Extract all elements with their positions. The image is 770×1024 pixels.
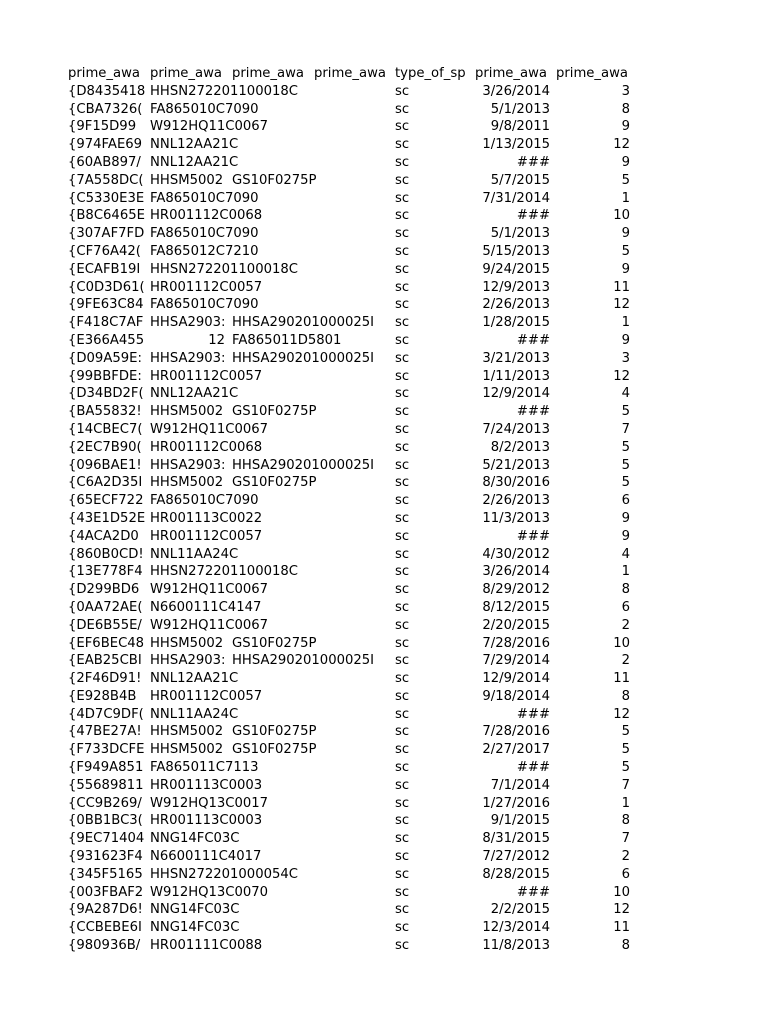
table-cell[interactable]: 1 bbox=[621, 315, 630, 331]
table-cell[interactable]: HHSM5002 bbox=[150, 475, 224, 491]
table-cell[interactable]: 1/11/2013 bbox=[482, 368, 550, 384]
table-cell[interactable]: HR001112C0068 bbox=[150, 439, 263, 455]
table-cell[interactable]: 5 bbox=[621, 742, 630, 758]
table-cell[interactable]: HHSM5002 bbox=[150, 635, 224, 651]
table-cell[interactable]: sc bbox=[395, 190, 410, 206]
table-cell[interactable]: {13E778F4 bbox=[68, 564, 143, 580]
table-cell[interactable]: {9EC71404 bbox=[68, 831, 145, 847]
table-cell[interactable]: {9FE63C84 bbox=[68, 297, 144, 313]
table-cell[interactable]: 11/8/2013 bbox=[482, 938, 550, 954]
table-cell[interactable]: sc bbox=[395, 688, 410, 704]
table-cell[interactable]: 8/30/2016 bbox=[482, 475, 550, 491]
table-cell[interactable]: NNG14FC03C bbox=[150, 902, 240, 918]
table-cell[interactable]: {47BE27A! bbox=[68, 724, 142, 740]
table-cell[interactable]: HHSN272201100018C bbox=[150, 83, 298, 99]
table-cell[interactable]: 11 bbox=[613, 279, 630, 295]
table-cell[interactable]: {C0D3D61( bbox=[68, 279, 145, 295]
table-cell[interactable]: N6600111C4017 bbox=[150, 849, 262, 865]
table-cell[interactable]: sc bbox=[395, 421, 410, 437]
header-cell[interactable]: prime_awa bbox=[556, 66, 628, 81]
table-cell[interactable]: {CBA7326( bbox=[68, 101, 143, 117]
table-cell[interactable]: {99BBFDE: bbox=[68, 368, 142, 384]
table-cell[interactable]: sc bbox=[395, 475, 410, 491]
table-cell[interactable]: {096BAE1! bbox=[68, 457, 142, 473]
table-cell[interactable]: HHSM5002 bbox=[150, 742, 224, 758]
table-cell[interactable]: 8/2/2013 bbox=[490, 439, 550, 455]
table-cell[interactable]: 5 bbox=[621, 439, 630, 455]
header-cell[interactable]: prime_awa bbox=[475, 66, 547, 81]
table-cell[interactable]: 8 bbox=[621, 582, 630, 598]
table-cell[interactable]: {65ECF722 bbox=[68, 493, 144, 509]
table-cell[interactable]: sc bbox=[395, 617, 410, 633]
table-cell[interactable]: 3/26/2014 bbox=[482, 83, 550, 99]
table-cell[interactable]: NNL12AA21C bbox=[150, 137, 239, 153]
table-cell[interactable]: HHSN272201100018C bbox=[150, 564, 298, 580]
table-cell[interactable]: GS10F0275P bbox=[232, 172, 317, 188]
table-cell[interactable]: 5/7/2015 bbox=[490, 172, 550, 188]
table-cell[interactable]: 10 bbox=[613, 208, 630, 224]
table-cell[interactable]: 8/28/2015 bbox=[482, 866, 550, 882]
table-cell[interactable]: NNL11AA24C bbox=[150, 706, 239, 722]
table-cell[interactable]: {9A287D6! bbox=[68, 902, 143, 918]
table-cell[interactable]: 12 bbox=[613, 297, 630, 313]
table-cell[interactable]: 5 bbox=[621, 760, 630, 776]
table-cell[interactable]: HHSA2903: bbox=[150, 315, 226, 331]
table-cell[interactable]: N6600111C4147 bbox=[150, 599, 262, 615]
table-cell[interactable]: 4 bbox=[621, 386, 630, 402]
table-cell[interactable]: 10 bbox=[613, 884, 630, 900]
table-cell[interactable]: 5 bbox=[621, 457, 630, 473]
table-cell[interactable]: ### bbox=[516, 208, 550, 224]
table-cell[interactable]: 9 bbox=[621, 261, 630, 277]
table-cell[interactable]: 8/12/2015 bbox=[482, 599, 550, 615]
table-cell[interactable]: 1 bbox=[621, 795, 630, 811]
table-cell[interactable]: sc bbox=[395, 760, 410, 776]
table-cell[interactable]: {D09A59E: bbox=[68, 350, 142, 366]
table-cell[interactable]: 3/26/2014 bbox=[482, 564, 550, 580]
table-cell[interactable]: sc bbox=[395, 920, 410, 936]
table-cell[interactable]: GS10F0275P bbox=[232, 724, 317, 740]
table-cell[interactable]: {974FAE69 bbox=[68, 137, 143, 153]
table-cell[interactable]: W912HQ13C0070 bbox=[150, 884, 269, 900]
table-cell[interactable]: 11 bbox=[613, 920, 630, 936]
table-cell[interactable]: sc bbox=[395, 368, 410, 384]
table-cell[interactable]: 9 bbox=[621, 154, 630, 170]
table-cell[interactable]: {9F15D99 bbox=[68, 119, 137, 135]
table-cell[interactable]: 1/27/2016 bbox=[482, 795, 550, 811]
table-cell[interactable]: FA865010C7090 bbox=[150, 226, 259, 242]
table-cell[interactable]: ### bbox=[516, 332, 550, 348]
table-cell[interactable]: sc bbox=[395, 332, 410, 348]
table-cell[interactable]: sc bbox=[395, 724, 410, 740]
table-cell[interactable]: W912HQ11C0067 bbox=[150, 582, 269, 598]
table-cell[interactable]: {4ACA2D0 bbox=[68, 528, 139, 544]
table-cell[interactable]: 9 bbox=[621, 332, 630, 348]
table-cell[interactable]: FA865010C7090 bbox=[150, 101, 259, 117]
table-cell[interactable]: sc bbox=[395, 457, 410, 473]
table-cell[interactable]: 2 bbox=[621, 617, 630, 633]
table-cell[interactable]: {980936B/ bbox=[68, 938, 141, 954]
table-cell[interactable]: {55689811 bbox=[68, 777, 144, 793]
table-cell[interactable]: 2 bbox=[621, 849, 630, 865]
table-cell[interactable]: 1/28/2015 bbox=[482, 315, 550, 331]
table-cell[interactable]: {14CBEC7( bbox=[68, 421, 143, 437]
table-cell[interactable]: sc bbox=[395, 510, 410, 526]
table-cell[interactable]: sc bbox=[395, 404, 410, 420]
table-cell[interactable]: {345F5165 bbox=[68, 866, 143, 882]
table-cell[interactable]: {003FBAF2 bbox=[68, 884, 144, 900]
table-cell[interactable]: 12 bbox=[613, 706, 630, 722]
table-cell[interactable]: 6 bbox=[621, 599, 630, 615]
table-cell[interactable]: ### bbox=[516, 884, 550, 900]
table-cell[interactable]: {307AF7FD bbox=[68, 226, 145, 242]
table-cell[interactable]: 2/27/2017 bbox=[482, 742, 550, 758]
table-cell[interactable]: 2/26/2013 bbox=[482, 297, 550, 313]
table-cell[interactable]: {C6A2D35I bbox=[68, 475, 143, 491]
table-cell[interactable]: sc bbox=[395, 350, 410, 366]
table-cell[interactable]: {F733DCFE bbox=[68, 742, 145, 758]
table-cell[interactable]: sc bbox=[395, 653, 410, 669]
table-cell[interactable]: 5/1/2013 bbox=[490, 226, 550, 242]
table-cell[interactable]: 7/29/2014 bbox=[482, 653, 550, 669]
table-cell[interactable]: {4D7C9DF( bbox=[68, 706, 144, 722]
table-cell[interactable]: {E366A455 bbox=[68, 332, 145, 348]
table-cell[interactable]: 5 bbox=[621, 404, 630, 420]
table-cell[interactable]: 8 bbox=[621, 813, 630, 829]
table-cell[interactable]: HR001113C0003 bbox=[150, 777, 263, 793]
table-cell[interactable]: FA865010C7090 bbox=[150, 297, 259, 313]
table-cell[interactable]: {BA55832! bbox=[68, 404, 142, 420]
table-cell[interactable]: 11/3/2013 bbox=[482, 510, 550, 526]
table-cell[interactable]: HHSM5002 bbox=[150, 724, 224, 740]
table-cell[interactable]: FA865011D5801 bbox=[232, 332, 342, 348]
table-cell[interactable]: sc bbox=[395, 261, 410, 277]
table-cell[interactable]: 12 bbox=[613, 902, 630, 918]
table-cell[interactable]: 5 bbox=[621, 475, 630, 491]
header-cell[interactable]: prime_awa bbox=[232, 66, 304, 81]
table-cell[interactable]: 5/21/2013 bbox=[482, 457, 550, 473]
table-cell[interactable]: 2 bbox=[621, 653, 630, 669]
table-cell[interactable]: GS10F0275P bbox=[232, 635, 317, 651]
table-cell[interactable]: 4 bbox=[621, 546, 630, 562]
table-cell[interactable]: HHSA2903: bbox=[150, 350, 226, 366]
table-cell[interactable]: {EF6BEC48 bbox=[68, 635, 145, 651]
table-cell[interactable]: 1 bbox=[621, 564, 630, 580]
table-cell[interactable]: 9 bbox=[621, 528, 630, 544]
table-cell[interactable]: HR001113C0022 bbox=[150, 510, 263, 526]
table-cell[interactable]: NNL11AA24C bbox=[150, 546, 239, 562]
table-cell[interactable]: {D8435418 bbox=[68, 83, 146, 99]
table-cell[interactable]: HHSN272201100018C bbox=[150, 261, 298, 277]
table-cell[interactable]: 5 bbox=[621, 172, 630, 188]
table-cell[interactable]: 9 bbox=[621, 119, 630, 135]
table-cell[interactable]: HR001112C0057 bbox=[150, 528, 263, 544]
table-cell[interactable]: sc bbox=[395, 564, 410, 580]
table-cell[interactable]: HR001111C0088 bbox=[150, 938, 263, 954]
table-cell[interactable]: 12/3/2014 bbox=[482, 920, 550, 936]
table-cell[interactable]: sc bbox=[395, 279, 410, 295]
table-cell[interactable]: 7 bbox=[621, 421, 630, 437]
table-cell[interactable]: 6 bbox=[621, 493, 630, 509]
table-cell[interactable]: 7/24/2013 bbox=[482, 421, 550, 437]
table-cell[interactable]: sc bbox=[395, 938, 410, 954]
table-cell[interactable]: {F418C7AF bbox=[68, 315, 144, 331]
table-cell[interactable]: sc bbox=[395, 599, 410, 615]
table-cell[interactable]: {B8C6465E bbox=[68, 208, 145, 224]
table-cell[interactable]: {F949A851 bbox=[68, 760, 144, 776]
table-cell[interactable]: FA865011C7113 bbox=[150, 760, 259, 776]
table-cell[interactable]: sc bbox=[395, 315, 410, 331]
table-cell[interactable]: NNG14FC03C bbox=[150, 920, 240, 936]
table-cell[interactable]: {C5330E3E bbox=[68, 190, 145, 206]
table-cell[interactable]: 5 bbox=[621, 724, 630, 740]
table-cell[interactable]: 7/31/2014 bbox=[482, 190, 550, 206]
table-cell[interactable]: 2/2/2015 bbox=[490, 902, 550, 918]
table-cell[interactable]: 9/24/2015 bbox=[482, 261, 550, 277]
table-cell[interactable]: HHSN272201000054C bbox=[150, 866, 298, 882]
table-cell[interactable]: W912HQ11C0067 bbox=[150, 421, 269, 437]
table-cell[interactable]: 7/28/2016 bbox=[482, 635, 550, 651]
table-cell[interactable]: HR001112C0057 bbox=[150, 368, 263, 384]
header-cell[interactable]: prime_awa bbox=[68, 66, 140, 81]
table-cell[interactable]: sc bbox=[395, 439, 410, 455]
table-cell[interactable]: ### bbox=[516, 528, 550, 544]
table-cell[interactable]: GS10F0275P bbox=[232, 742, 317, 758]
table-cell[interactable]: sc bbox=[395, 866, 410, 882]
table-cell[interactable]: 11 bbox=[613, 671, 630, 687]
table-cell[interactable]: sc bbox=[395, 849, 410, 865]
table-cell[interactable]: GS10F0275P bbox=[232, 475, 317, 491]
table-cell[interactable]: 12/9/2013 bbox=[482, 279, 550, 295]
table-cell[interactable]: 3/21/2013 bbox=[482, 350, 550, 366]
table-cell[interactable]: sc bbox=[395, 813, 410, 829]
table-cell[interactable]: sc bbox=[395, 671, 410, 687]
table-cell[interactable]: ### bbox=[516, 404, 550, 420]
table-cell[interactable]: HR001112C0057 bbox=[150, 279, 263, 295]
table-cell[interactable]: ### bbox=[516, 154, 550, 170]
table-cell[interactable]: sc bbox=[395, 582, 410, 598]
table-cell[interactable]: {EAB25CBI bbox=[68, 653, 142, 669]
table-cell[interactable]: HHSM5002 bbox=[150, 404, 224, 420]
table-cell[interactable]: 8 bbox=[621, 688, 630, 704]
table-cell[interactable]: sc bbox=[395, 795, 410, 811]
table-cell[interactable]: 3 bbox=[621, 83, 630, 99]
table-cell[interactable]: 12 bbox=[613, 137, 630, 153]
table-cell[interactable]: 2/20/2015 bbox=[482, 617, 550, 633]
table-cell[interactable]: {860B0CD! bbox=[68, 546, 144, 562]
table-cell[interactable]: HHSA2903: bbox=[150, 653, 226, 669]
table-cell[interactable]: 1 bbox=[621, 190, 630, 206]
table-cell[interactable]: 7/28/2016 bbox=[482, 724, 550, 740]
table-cell[interactable]: 8/31/2015 bbox=[482, 831, 550, 847]
table-cell[interactable]: W912HQ13C0017 bbox=[150, 795, 269, 811]
table-cell[interactable]: {7A558DC( bbox=[68, 172, 144, 188]
table-cell[interactable]: 4/30/2012 bbox=[482, 546, 550, 562]
table-cell[interactable]: 10 bbox=[613, 635, 630, 651]
table-cell[interactable]: 9 bbox=[621, 226, 630, 242]
table-cell[interactable]: 12 bbox=[613, 368, 630, 384]
table-cell[interactable]: HHSA290201000025I bbox=[232, 315, 375, 331]
table-cell[interactable]: {CCBEBE6I bbox=[68, 920, 142, 936]
table-cell[interactable]: {2F46D91! bbox=[68, 671, 142, 687]
table-cell[interactable]: {60AB897/ bbox=[68, 154, 141, 170]
table-cell[interactable]: FA865012C7210 bbox=[150, 243, 259, 259]
table-cell[interactable]: HHSA290201000025I bbox=[232, 350, 375, 366]
table-cell[interactable]: 12 bbox=[208, 332, 225, 348]
header-cell[interactable]: prime_awa bbox=[314, 66, 386, 81]
table-cell[interactable]: {0BB1BC3( bbox=[68, 813, 143, 829]
table-cell[interactable]: 5 bbox=[621, 243, 630, 259]
table-cell[interactable]: 12/9/2014 bbox=[482, 671, 550, 687]
table-cell[interactable]: sc bbox=[395, 226, 410, 242]
table-cell[interactable]: sc bbox=[395, 884, 410, 900]
table-cell[interactable]: 3 bbox=[621, 350, 630, 366]
table-cell[interactable]: {0AA72AE( bbox=[68, 599, 143, 615]
table-cell[interactable]: sc bbox=[395, 831, 410, 847]
table-cell[interactable]: sc bbox=[395, 154, 410, 170]
table-cell[interactable]: 8/29/2012 bbox=[482, 582, 550, 598]
table-cell[interactable]: FA865010C7090 bbox=[150, 493, 259, 509]
table-cell[interactable]: HHSA290201000025I bbox=[232, 457, 375, 473]
table-cell[interactable]: sc bbox=[395, 528, 410, 544]
table-cell[interactable]: {CC9B269/ bbox=[68, 795, 142, 811]
table-cell[interactable]: 9/18/2014 bbox=[482, 688, 550, 704]
table-cell[interactable]: {E928B4B bbox=[68, 688, 137, 704]
table-cell[interactable]: 5/1/2013 bbox=[490, 101, 550, 117]
table-cell[interactable]: {931623F4 bbox=[68, 849, 143, 865]
header-cell[interactable]: type_of_sp bbox=[395, 66, 466, 81]
table-cell[interactable]: 9 bbox=[621, 510, 630, 526]
table-cell[interactable]: ### bbox=[516, 706, 550, 722]
table-cell[interactable]: NNL12AA21C bbox=[150, 154, 239, 170]
header-cell[interactable]: prime_awa bbox=[150, 66, 222, 81]
table-cell[interactable]: 8 bbox=[621, 101, 630, 117]
table-cell[interactable]: sc bbox=[395, 83, 410, 99]
table-cell[interactable]: ### bbox=[516, 760, 550, 776]
table-cell[interactable]: 1/13/2015 bbox=[482, 137, 550, 153]
table-cell[interactable]: HHSA2903: bbox=[150, 457, 226, 473]
table-cell[interactable]: 12/9/2014 bbox=[482, 386, 550, 402]
table-cell[interactable]: {DE6B55E/ bbox=[68, 617, 142, 633]
table-cell[interactable]: NNL12AA21C bbox=[150, 386, 239, 402]
table-cell[interactable]: sc bbox=[395, 777, 410, 793]
table-cell[interactable]: W912HQ11C0067 bbox=[150, 119, 269, 135]
table-cell[interactable]: 7 bbox=[621, 831, 630, 847]
table-cell[interactable]: {2EC7B90( bbox=[68, 439, 142, 455]
table-cell[interactable]: {D299BD6 bbox=[68, 582, 140, 598]
table-cell[interactable]: sc bbox=[395, 137, 410, 153]
table-cell[interactable]: sc bbox=[395, 101, 410, 117]
table-cell[interactable]: NNL12AA21C bbox=[150, 671, 239, 687]
table-cell[interactable]: 9/1/2015 bbox=[490, 813, 550, 829]
table-cell[interactable]: GS10F0275P bbox=[232, 404, 317, 420]
table-cell[interactable]: W912HQ11C0067 bbox=[150, 617, 269, 633]
table-cell[interactable]: 8 bbox=[621, 938, 630, 954]
table-cell[interactable]: NNG14FC03C bbox=[150, 831, 240, 847]
table-cell[interactable]: HHSM5002 bbox=[150, 172, 224, 188]
table-cell[interactable]: 6 bbox=[621, 866, 630, 882]
table-cell[interactable]: 7/27/2012 bbox=[482, 849, 550, 865]
table-cell[interactable]: sc bbox=[395, 386, 410, 402]
table-cell[interactable]: {43E1D52E bbox=[68, 510, 146, 526]
table-cell[interactable]: HR001112C0057 bbox=[150, 688, 263, 704]
table-cell[interactable]: 7/1/2014 bbox=[490, 777, 550, 793]
table-cell[interactable]: 7 bbox=[621, 777, 630, 793]
table-cell[interactable]: sc bbox=[395, 635, 410, 651]
table-cell[interactable]: 5/15/2013 bbox=[482, 243, 550, 259]
table-cell[interactable]: sc bbox=[395, 493, 410, 509]
table-cell[interactable]: {CF76A42( bbox=[68, 243, 141, 259]
table-cell[interactable]: {D34BD2F( bbox=[68, 386, 144, 402]
table-cell[interactable]: 2/26/2013 bbox=[482, 493, 550, 509]
table-cell[interactable]: sc bbox=[395, 902, 410, 918]
table-cell[interactable]: sc bbox=[395, 119, 410, 135]
table-cell[interactable]: sc bbox=[395, 243, 410, 259]
table-cell[interactable]: FA865010C7090 bbox=[150, 190, 259, 206]
table-cell[interactable]: sc bbox=[395, 297, 410, 313]
table-cell[interactable]: sc bbox=[395, 742, 410, 758]
table-cell[interactable]: 9/8/2011 bbox=[490, 119, 550, 135]
table-cell[interactable]: sc bbox=[395, 546, 410, 562]
table-cell[interactable]: sc bbox=[395, 706, 410, 722]
table-cell[interactable]: HR001112C0068 bbox=[150, 208, 263, 224]
table-cell[interactable]: HR001113C0003 bbox=[150, 813, 263, 829]
table-cell[interactable]: sc bbox=[395, 172, 410, 188]
table-cell[interactable]: HHSA290201000025I bbox=[232, 653, 375, 669]
table-cell[interactable]: {ECAFB19I bbox=[68, 261, 141, 277]
table-cell[interactable]: sc bbox=[395, 208, 410, 224]
